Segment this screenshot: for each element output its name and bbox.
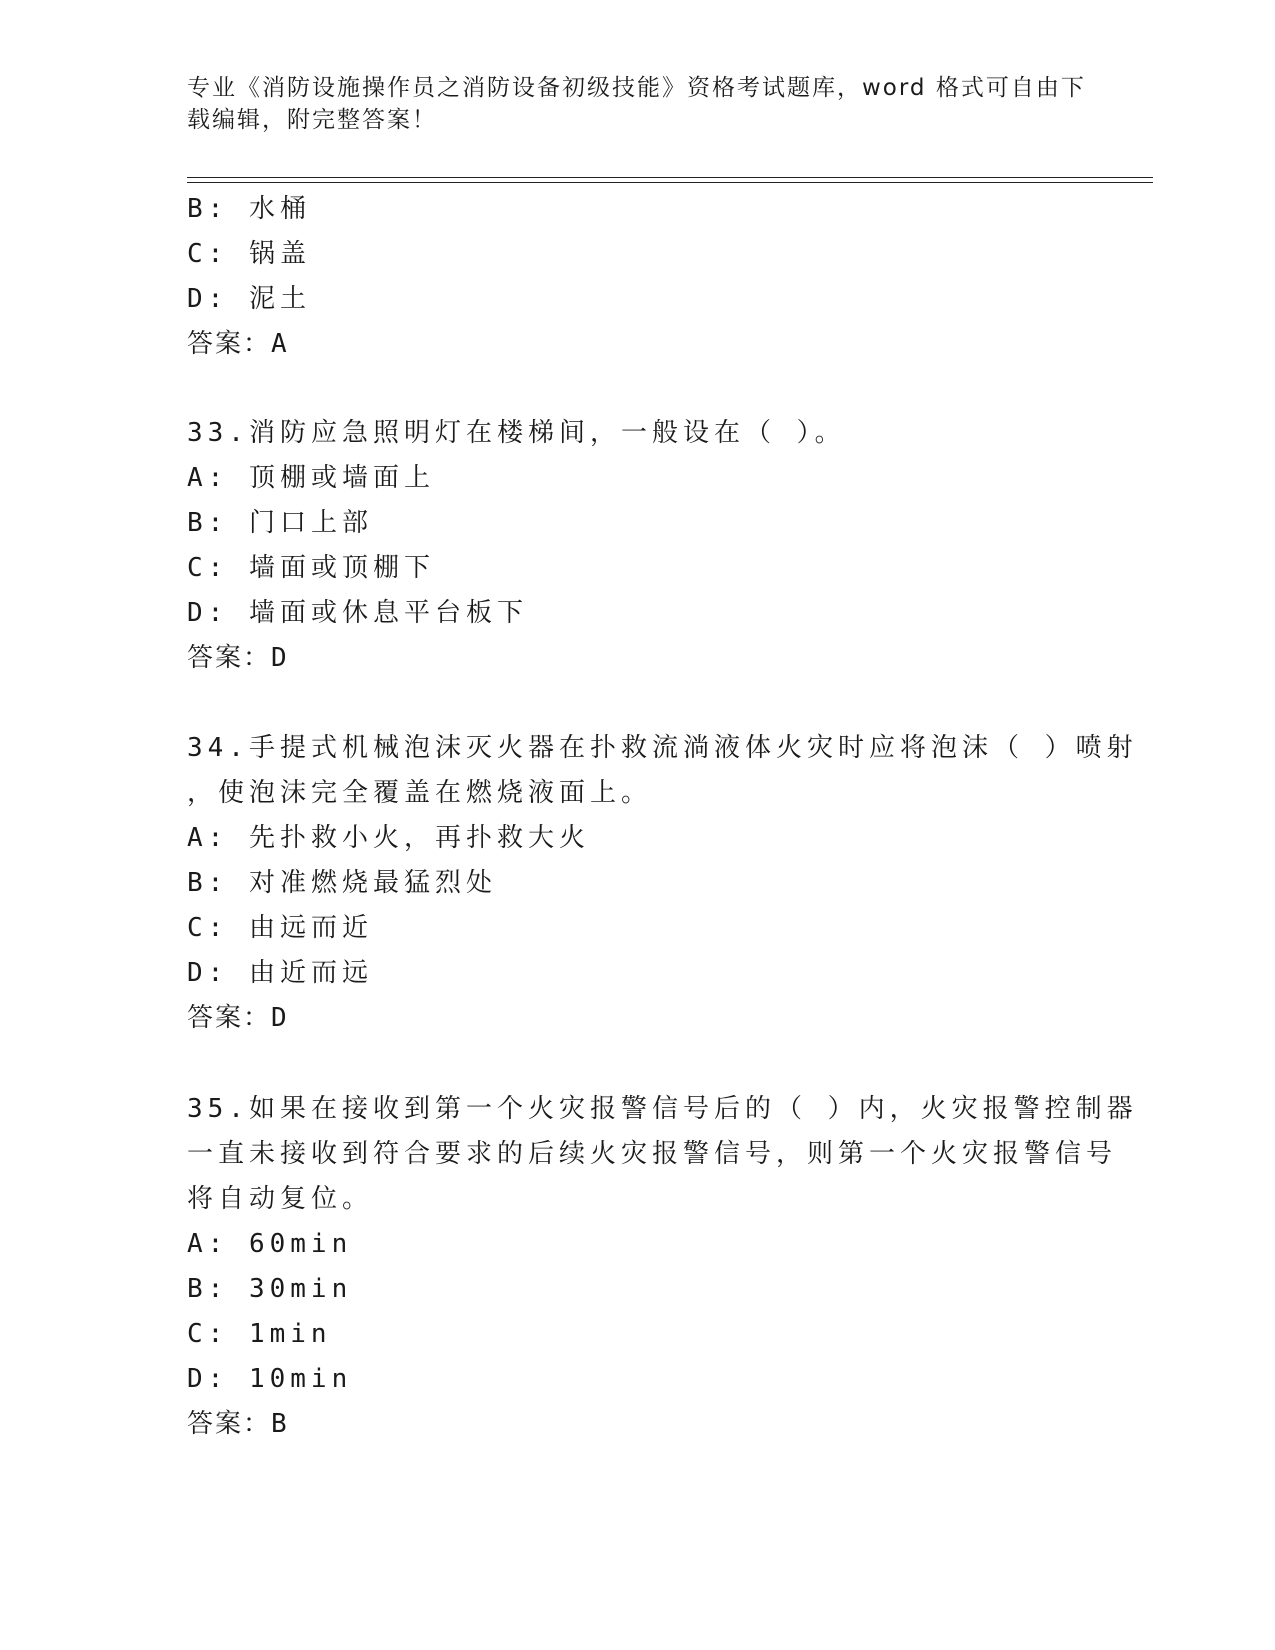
answer-label: 答案： — [187, 329, 272, 359]
q34-option-a: A: 先扑救小火，再扑救大火 — [187, 823, 590, 853]
q33-option-a: A: 顶棚或墙面上 — [187, 463, 435, 493]
answer-value: D — [271, 1003, 287, 1033]
q33-option-b: B: 门口上部 — [187, 508, 373, 538]
answer-value: B — [271, 1409, 287, 1439]
q35-answer — [187, 1407, 287, 1441]
q35-option-d: D: 10min — [187, 1364, 353, 1394]
answer-label: 答案： — [187, 1409, 272, 1439]
q35-stem-line-2: 一直未接收到符合要求的后续火灾报警信号，则第一个火灾报警信号 — [187, 1139, 1118, 1169]
q34-option-b: B: 对准燃烧最猛烈处 — [187, 868, 497, 898]
q33-stem: 33.消防应急照明灯在楼梯间，一般设在（ ）。 — [187, 418, 846, 448]
document-header — [187, 72, 1087, 136]
header-line-2: 载编辑，附完整答案！ — [187, 107, 437, 133]
q32-option-d: D: 泥土 — [187, 284, 311, 314]
q35-option-a: A: 60min — [187, 1229, 353, 1259]
q32-option-b: B: 水桶 — [187, 194, 311, 224]
q35-stem-line-1: 35.如果在接收到第一个火灾报警信号后的（ ）内，火灾报警控制器 — [187, 1094, 1138, 1124]
q34-answer — [187, 1001, 287, 1035]
q34-stem-line-1: 34.手提式机械泡沫灭火器在扑救流淌液体火灾时应将泡沫（ ）喷射 — [187, 733, 1138, 763]
answer-label: 答案： — [187, 1003, 272, 1033]
q34-option-c: C: 由远而近 — [187, 913, 373, 943]
answer-value: A — [271, 329, 287, 359]
q34-option-d: D: 由近而远 — [187, 958, 373, 988]
q35-stem-line-3: 将自动复位。 — [187, 1184, 374, 1214]
q33-answer — [187, 641, 287, 675]
q35-option-b: B: 30min — [187, 1274, 353, 1304]
q32-answer — [187, 327, 287, 361]
header-divider-bottom — [187, 182, 1153, 183]
header-line-1: 专业《消防设施操作员之消防设备初级技能》资格考试题库，word 格式可自由下 — [187, 75, 1086, 101]
q35-option-c: C: 1min — [187, 1319, 332, 1349]
q33-option-d: D: 墙面或休息平台板下 — [187, 598, 528, 628]
q32-option-c: C: 锅盖 — [187, 239, 311, 269]
answer-value: D — [271, 643, 287, 673]
answer-label: 答案： — [187, 643, 272, 673]
q34-stem-line-2: ，使泡沫完全覆盖在燃烧液面上。 — [187, 778, 653, 808]
header-divider-top — [187, 177, 1153, 178]
q33-option-c: C: 墙面或顶棚下 — [187, 553, 435, 583]
